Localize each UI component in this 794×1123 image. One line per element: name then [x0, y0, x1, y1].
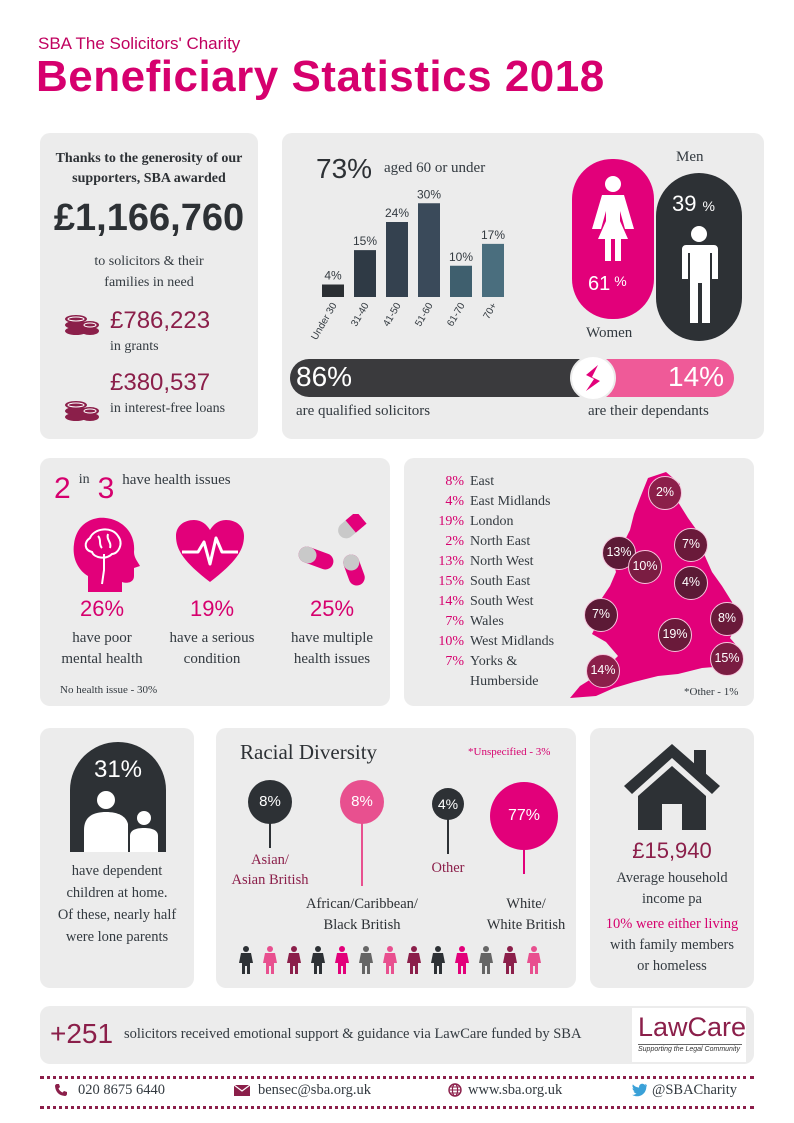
income-label — [590, 868, 754, 910]
income-note-line: or homeless — [637, 958, 707, 974]
health-item-label-line: have poor — [72, 630, 132, 646]
race-bubble: 8% — [340, 780, 384, 824]
person-icon — [502, 946, 518, 974]
children-value: 31% — [93, 756, 143, 783]
footer-web[interactable]: www.sba.org.uk — [468, 1082, 563, 1098]
income-note-line: 10% were either living — [605, 916, 739, 932]
health-item-value: 26% — [79, 596, 125, 621]
house-icon — [622, 740, 722, 832]
income-note — [590, 914, 754, 977]
men-number: 39 — [672, 191, 697, 216]
age-bar-value-label: 24% — [384, 206, 410, 220]
race-label — [478, 894, 574, 936]
region-name: South East — [470, 574, 531, 589]
footer-divider — [40, 1106, 754, 1109]
map-bubble: 13% — [602, 536, 636, 570]
age-bar — [322, 285, 344, 298]
age-bar-chart — [310, 187, 530, 347]
race-bubble: 77% — [490, 782, 558, 850]
race-bubble: 8% — [248, 780, 292, 824]
map-bubble: 7% — [674, 528, 708, 562]
region-pct: 8% — [445, 474, 464, 489]
region-pct: 10% — [438, 634, 464, 649]
age-bar-value-label: 15% — [352, 234, 378, 249]
parent-child-icon — [80, 790, 166, 852]
awards-intro: Thanks to the generosity of our supporters, SBA awarded — [55, 151, 243, 186]
twitter-icon — [632, 1083, 648, 1097]
income-note-line: with family members — [609, 937, 735, 953]
health-item-label — [152, 628, 272, 670]
health-ratio — [54, 472, 231, 506]
health-item-label-line: mental health — [61, 651, 143, 667]
race-footnote: *Unspecified - 3% — [468, 746, 551, 758]
person-icon — [334, 946, 350, 974]
health-item-label-line: health issues — [293, 651, 371, 667]
health-ratio-b: 3 — [97, 472, 115, 505]
children-text-line: were lone parents — [65, 929, 169, 945]
grants-value: £786,223 — [110, 307, 211, 334]
health-footnote: No health issue - 30% — [60, 684, 158, 696]
income-label-line: income pa — [642, 891, 702, 907]
age-bar-value-label: 30% — [416, 187, 442, 202]
person-icon — [286, 946, 302, 974]
region-name: South West — [470, 594, 534, 609]
page-title: Beneficiary Statistics 2018 — [36, 52, 605, 101]
footer-divider — [40, 1076, 754, 1079]
solicitors-label: are qualified solicitors — [296, 403, 431, 419]
race-label-line: African/Caribbean/ — [306, 896, 418, 912]
race-title: Racial Diversity — [240, 740, 378, 764]
region-pct: 2% — [445, 534, 464, 549]
lawcare-value: +251 — [50, 1018, 114, 1049]
race-label — [290, 894, 434, 936]
children-text-line: children at home. — [66, 885, 168, 901]
race-bubble: 4% — [432, 788, 464, 820]
health-item-value: 25% — [309, 596, 355, 621]
head-icon — [68, 514, 142, 594]
footer-phone[interactable]: 020 8675 6440 — [78, 1082, 165, 1098]
age-bar-value-label: 17% — [480, 227, 506, 242]
age-category-label: 61-70 — [445, 301, 468, 329]
lawcare-panel — [40, 1006, 754, 1064]
region-name: Yorks & — [470, 654, 518, 669]
age-bar — [482, 244, 504, 297]
dependants-value: 14% — [668, 361, 725, 392]
awards-total: £1,166,760 — [53, 197, 245, 239]
age-bar — [386, 222, 408, 297]
health-item-label-line: have multiple — [290, 630, 374, 646]
loans-label: in interest-free loans — [110, 401, 226, 416]
health-ratio-label: have health issues — [122, 472, 231, 488]
age-headline-value: 73% — [316, 153, 373, 184]
race-label-line: Asian/ — [251, 852, 289, 868]
income-label-line: Average household — [616, 870, 728, 886]
health-item-label — [272, 628, 392, 670]
health-ratio-a: 2 — [54, 472, 71, 505]
age-headline-label: aged 60 or under — [384, 160, 486, 176]
region-pct: 7% — [445, 654, 464, 669]
globe-icon — [448, 1083, 462, 1097]
lawcare-logo-rule — [638, 1044, 742, 1045]
map-bubble: 4% — [674, 566, 708, 600]
men-label: Men — [676, 149, 704, 165]
health-item-label — [40, 628, 164, 670]
children-text — [40, 860, 194, 948]
person-icon — [478, 946, 494, 974]
region-name: Wales — [470, 614, 504, 629]
region-name: West Midlands — [470, 634, 555, 649]
heart-icon — [174, 518, 246, 584]
grants-label: in grants — [110, 339, 159, 354]
region-name: London — [470, 514, 514, 529]
lawcare-tagline: Supporting the Legal Community — [638, 1046, 740, 1053]
region-pct: 15% — [438, 574, 464, 589]
health-panel — [40, 458, 390, 706]
race-label-line: White/ — [506, 896, 546, 912]
region-name: North West — [470, 554, 534, 569]
age-bar — [418, 203, 440, 297]
woman-icon — [588, 175, 638, 265]
demographics-panel — [282, 133, 764, 439]
age-category-label: 70+ — [481, 301, 500, 322]
race-label-line: White British — [486, 917, 566, 933]
age-category-label: 51-60 — [413, 301, 436, 329]
people-icon-row — [238, 946, 558, 976]
lawcare-text: solicitors received emotional support & guidance via LawCare funded by SBA — [124, 1026, 582, 1042]
person-icon — [358, 946, 374, 974]
coins-icon — [64, 395, 100, 423]
health-item-label-line: have a serious — [169, 630, 255, 646]
age-bar-value-label: 10% — [448, 249, 474, 264]
region-name: North East — [470, 534, 531, 549]
age-category-label: Under 30 — [310, 301, 340, 343]
region-name: East Midlands — [470, 494, 551, 509]
map-bubble: 19% — [658, 618, 692, 652]
email-icon — [234, 1085, 250, 1096]
dependants-label: are their dependants — [588, 403, 709, 419]
region-row-continuation: Humberside — [470, 674, 539, 689]
health-item-label-line: condition — [183, 651, 241, 667]
region-pct: 7% — [445, 614, 464, 629]
phone-icon — [54, 1083, 68, 1097]
men-value — [672, 191, 715, 217]
map-bubble: 15% — [710, 642, 744, 676]
women-number: 61 — [588, 273, 611, 295]
men-pct-sign: % — [702, 198, 715, 214]
person-icon — [454, 946, 470, 974]
health-item-value: 19% — [189, 596, 235, 621]
footer-email[interactable]: bensec@sba.org.uk — [258, 1082, 371, 1098]
race-label-line: Black British — [323, 917, 401, 933]
race-label-line: Asian British — [231, 872, 309, 888]
pills-icon — [292, 514, 368, 592]
sba-logo-icon — [580, 363, 606, 393]
awards-panel — [40, 133, 258, 439]
income-value: £15,940 — [632, 838, 712, 863]
age-bar — [354, 250, 376, 297]
person-icon — [406, 946, 422, 974]
race-panel — [216, 728, 576, 988]
lawcare-logo-text: LawCare — [638, 1012, 747, 1042]
age-category-label: 41-50 — [381, 301, 404, 329]
children-text-line: Of these, nearly half — [57, 907, 177, 923]
regions-footnote: *Other - 1% — [684, 686, 739, 698]
lawcare-logo — [632, 1008, 746, 1062]
region-pct: 14% — [438, 594, 464, 609]
race-label: Other — [431, 860, 465, 876]
region-pct: 4% — [445, 494, 464, 509]
women-value — [588, 273, 627, 296]
org-name: SBA The Solicitors' Charity — [38, 34, 241, 53]
region-pct: 19% — [438, 514, 464, 529]
loans-value: £380,537 — [110, 369, 211, 396]
map-bubble: 10% — [628, 550, 662, 584]
person-icon — [262, 946, 278, 974]
map-bubble: 8% — [710, 602, 744, 636]
children-panel — [40, 728, 194, 988]
person-icon — [430, 946, 446, 974]
age-category-label: 31-40 — [349, 301, 372, 329]
awards-caption: to solicitors & their families in need — [94, 254, 204, 290]
map-bubble: 7% — [584, 598, 618, 632]
coins-icon — [64, 309, 100, 337]
age-bar-value-label: 4% — [324, 268, 342, 283]
person-icon — [382, 946, 398, 974]
footer-twitter[interactable]: @SBACharity — [652, 1082, 738, 1098]
region-name: East — [470, 474, 495, 489]
person-icon — [238, 946, 254, 974]
map-bubble: 14% — [586, 654, 620, 688]
health-ratio-in: in — [78, 472, 90, 487]
children-text-line: have dependent — [71, 863, 163, 879]
map-bubble: 2% — [648, 476, 682, 510]
solicitors-value: 86% — [296, 361, 353, 392]
women-label: Women — [586, 325, 633, 341]
age-bar — [450, 266, 472, 297]
regions-panel — [404, 458, 754, 706]
race-stick — [361, 818, 363, 886]
region-pct: 13% — [438, 554, 464, 569]
women-pct-sign: % — [614, 273, 627, 289]
race-label — [220, 850, 320, 890]
man-icon — [674, 225, 724, 325]
person-icon — [310, 946, 326, 974]
person-icon — [526, 946, 542, 974]
income-panel — [590, 728, 754, 988]
